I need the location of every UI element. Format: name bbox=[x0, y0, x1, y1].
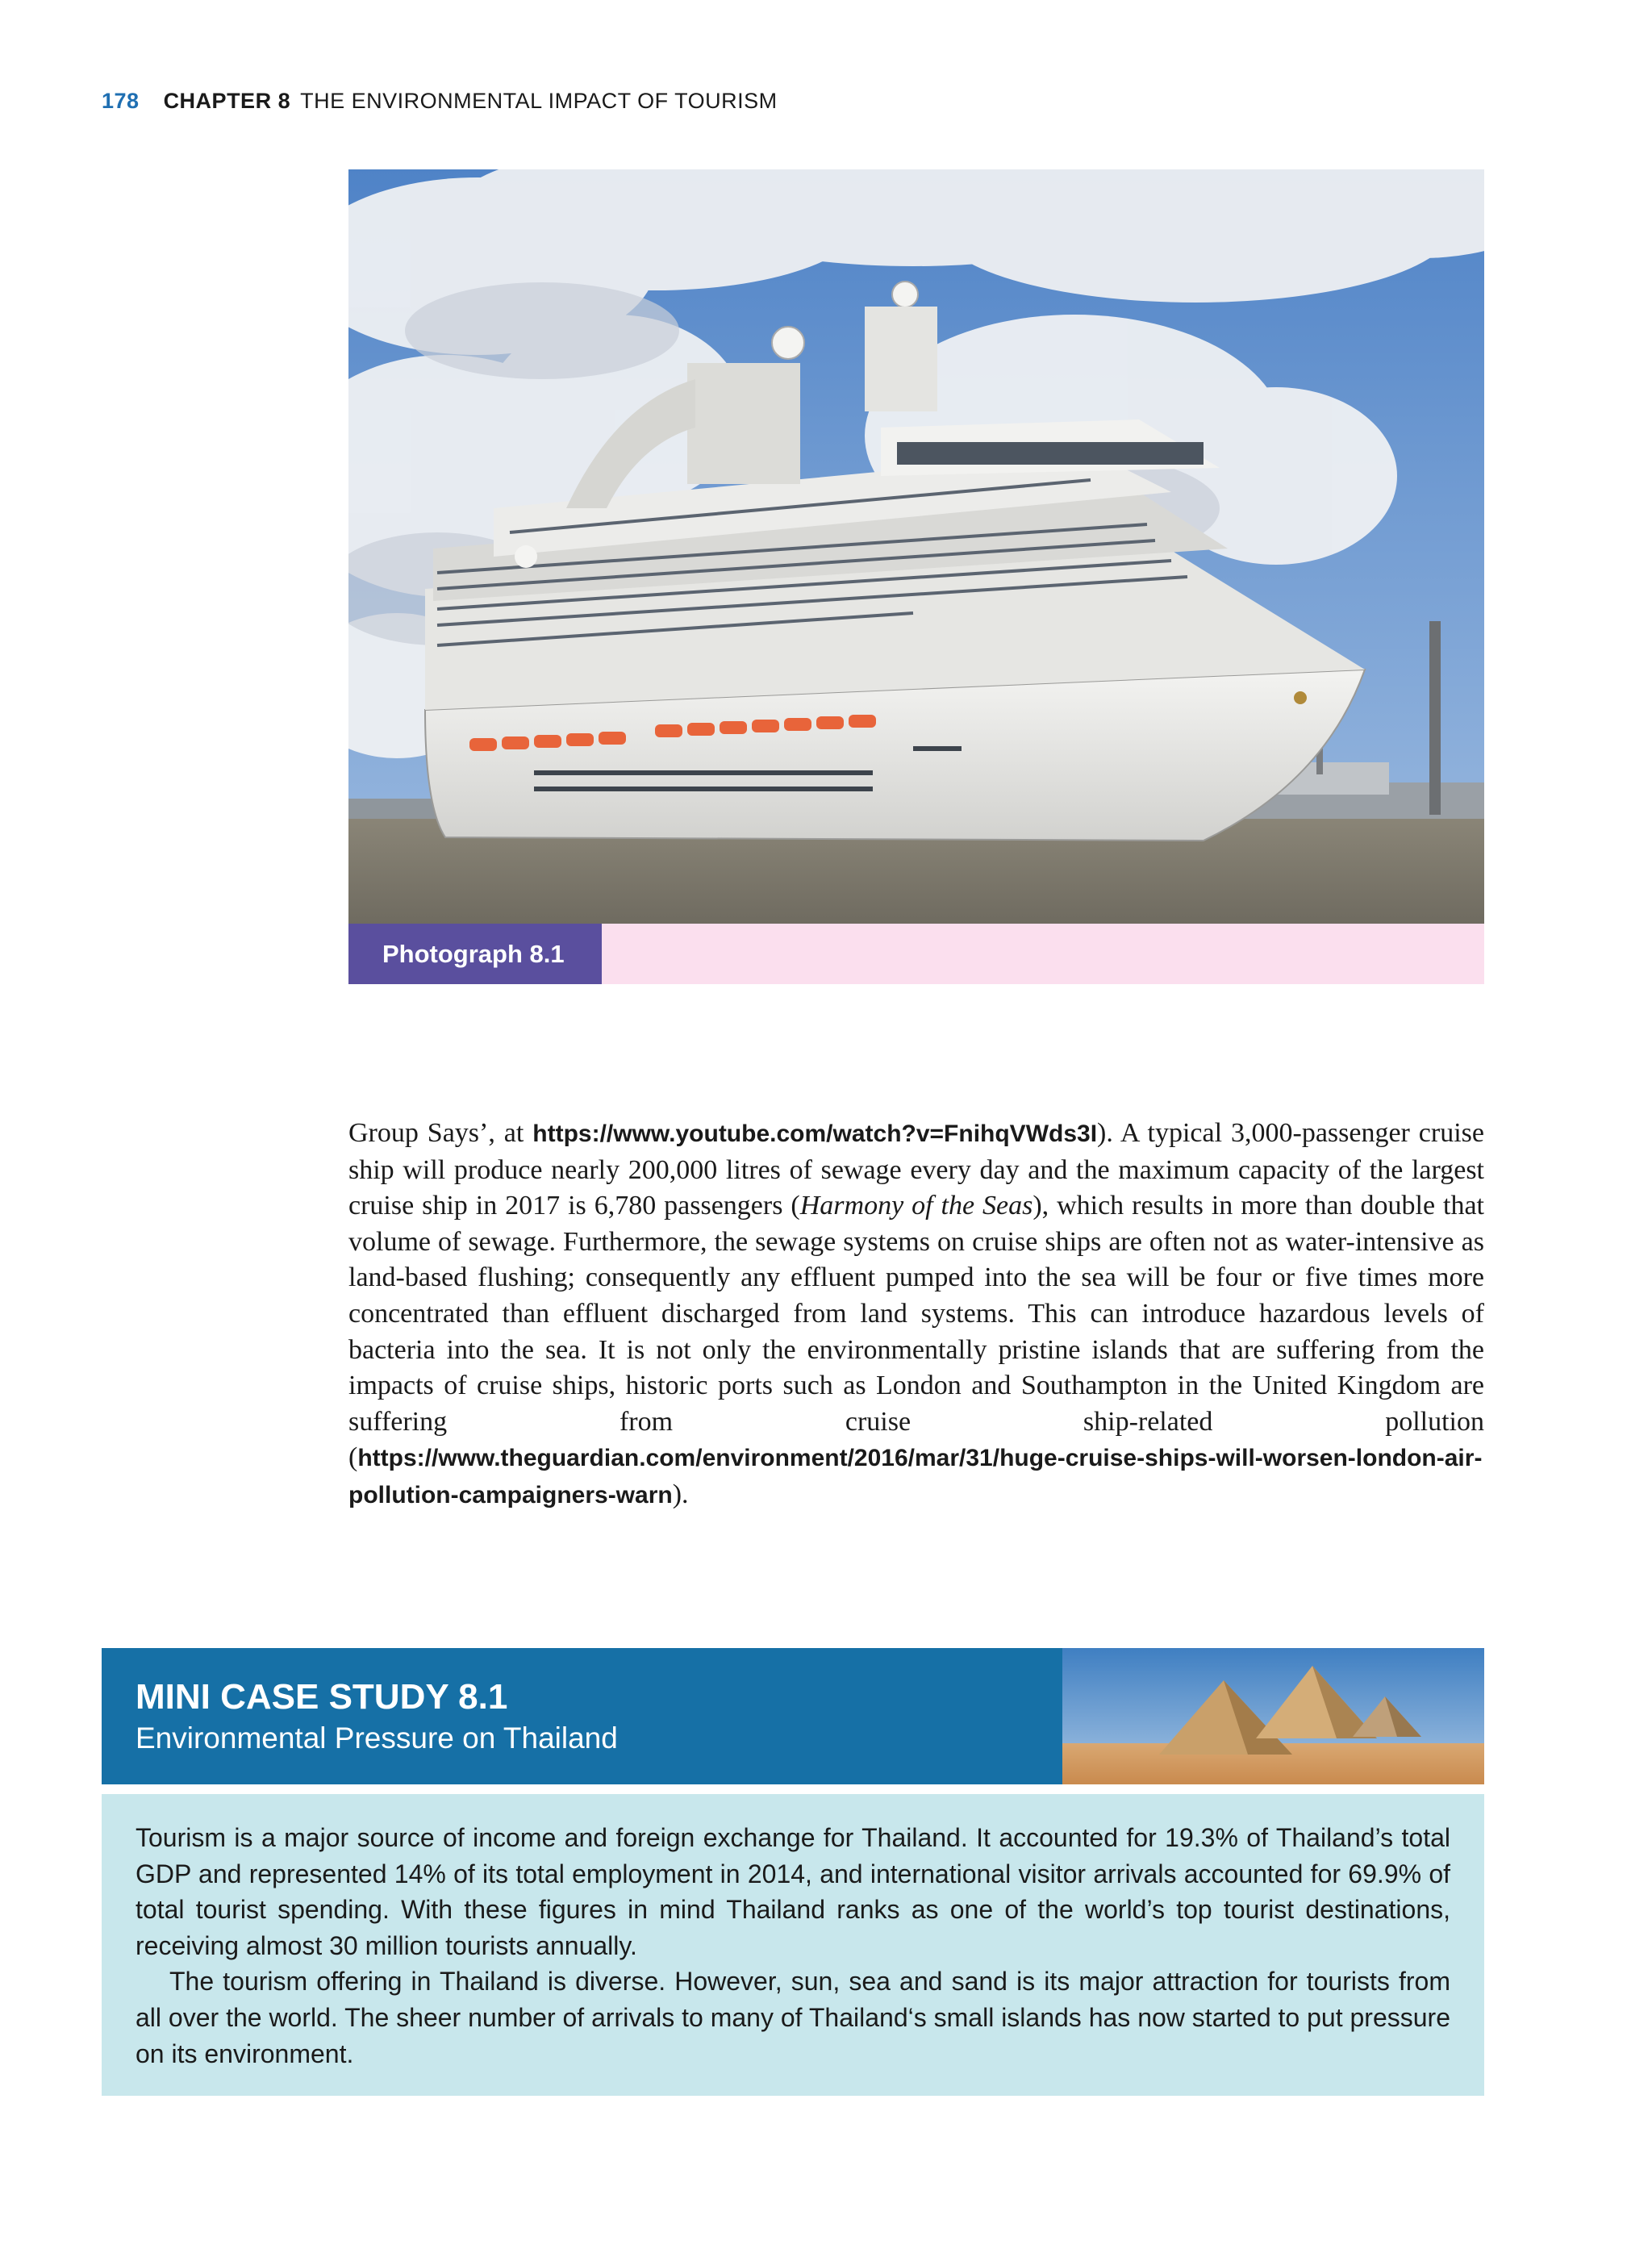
chapter-title: THE ENVIRONMENTAL IMPACT OF TOURISM bbox=[300, 89, 778, 113]
body-text-segment: ), which results in more than double that volume of sewage. Furthermore, the sewage systems on cruise ships are often not as water-intensive as land-based flushing; consequently any effluent pumped into the sea will be four or five times more concentrated than effluent discharged from land systems. This can introduce hazardous levels of bacteria into the sea. It is not only the environmentally pristine islands that are suffering from the impacts of cruise ships, historic ports such as London and Southampton in the United Kingdom are suffering from cruise ship-related pollution ( bbox=[348, 1191, 1484, 1473]
pyramids-image bbox=[1062, 1648, 1484, 1784]
case-study-body bbox=[102, 1794, 1484, 2096]
body-paragraph bbox=[348, 1116, 1484, 1514]
body-text-segment: ). bbox=[672, 1479, 689, 1509]
ship-name: Harmony of the Seas bbox=[799, 1191, 1033, 1221]
youtube-link[interactable]: https://www.youtube.com/watch?v=FnihqVWds3I bbox=[532, 1120, 1098, 1147]
case-study-paragraph: Tourism is a major source of income and foreign exchange for Thailand. It accounted for 19.3% of Thailand’s total GDP and represented 14% of its total employment in 2014, and international visitor arrivals accounted for 69.9% of total tourist spending. With these figures in mind Thailand ranks as one of the world’s top tourist destinations, receiving almost 30 million tourists annually. bbox=[136, 1823, 1450, 1960]
chapter-label: CHAPTER 8 bbox=[163, 89, 291, 113]
body-text-segment: ). A typical 3,000-passenger cruise ship will produce nearly 200,000 litres of sewage every day and the maximum capacity of the largest cruise ship in 2017 is 6,780 passengers ( bbox=[348, 1118, 1484, 1221]
running-header bbox=[102, 89, 778, 114]
cruise-ship-photograph bbox=[348, 169, 1484, 924]
guardian-link[interactable]: https://www.theguardian.com/environment/2016/mar/31/huge-cruise-ships-will-worsen-london-air-pollution-campaigners-warn bbox=[348, 1445, 1483, 1508]
page-number: 178 bbox=[102, 89, 140, 113]
body-text-segment: Group Says’, at bbox=[348, 1118, 533, 1148]
case-study-header bbox=[102, 1648, 1062, 1784]
photo-caption: Photograph 8.1 bbox=[348, 924, 602, 984]
case-study-paragraph: The tourism offering in Thailand is diverse. However, sun, sea and sand is its major attraction for tourists from all over the world. The sheer number of arrivals to many of Thailand‘s small islands has now started to put pressure on its environment. bbox=[136, 1967, 1450, 2068]
case-study-label: MINI CASE STUDY 8.1 bbox=[136, 1677, 508, 1717]
case-study-title: Environmental Pressure on Thailand bbox=[136, 1721, 618, 1755]
